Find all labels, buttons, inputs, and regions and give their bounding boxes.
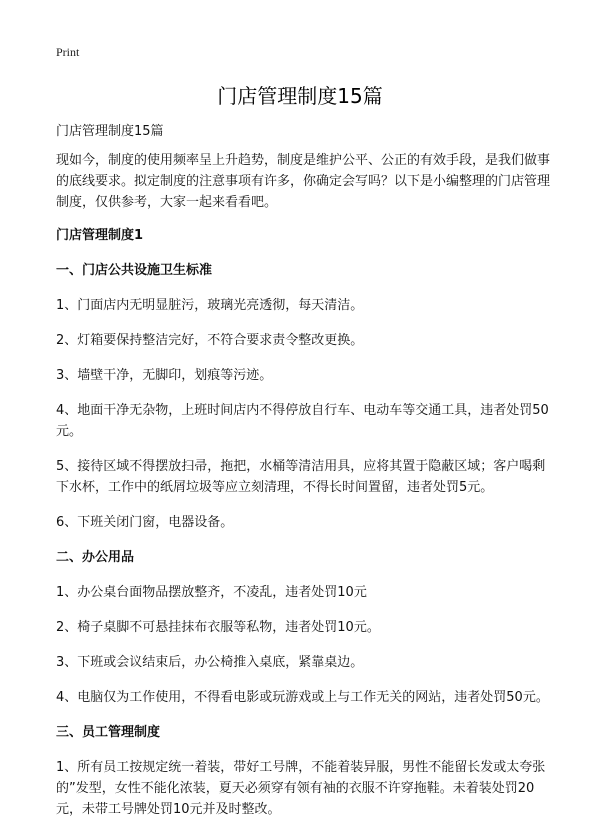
rule-item: 5、接待区域不得摆放扫帚，拖把，水桶等清洁用具，应将其置于隐蔽区域；客户喝剩下水杯，工作中的纸屑垃圾等应立刻清理，不得长时间置留，违者处罚5元。: [56, 459, 546, 495]
rule-item: 2、灯箱要保持整洁完好，不符合要求责令整改更换。: [56, 333, 364, 348]
intro-paragraph: 现如今，制度的使用频率呈上升趋势，制度是维护公平、公正的有效手段，是我们做事的底线要求。拟定制度的注意事项有许多，你确定会写吗？以下是小编整理的门店管理制度，仅供参考，大家一起来看看吧。: [56, 153, 551, 210]
page-title: 门店管理制度15篇: [217, 84, 383, 108]
rule-item: 3、墙壁干净，无脚印，划痕等污迹。: [56, 368, 273, 383]
rule-item: 6、下班关闭门窗，电器设备。: [56, 515, 234, 530]
print-label: Print: [56, 45, 80, 59]
part-heading: 三、员工管理制度: [56, 725, 161, 740]
document-body: [56, 121, 552, 834]
rule-item: 4、地面干净无杂物，上班时间店内不得停放自行车、电动车等交通工具，违者处罚50元。: [56, 403, 549, 439]
document-subtitle: 门店管理制度15篇: [56, 124, 164, 139]
rule-item: 3、下班或会议结束后，办公椅推入桌底，紧靠桌边。: [56, 655, 364, 670]
rule-item: 1、门面店内无明显脏污，玻璃光亮透彻，每天清洁。: [56, 298, 364, 313]
section-title: 门店管理制度1: [56, 228, 144, 243]
part-heading: 二、办公用品: [56, 550, 135, 565]
rule-item: 2、椅子桌脚不可悬挂抹布衣服等私物，违者处罚10元。: [56, 620, 380, 635]
rule-item: 1、所有员工按规定统一着装，带好工号牌，不能着装异服，男性不能留长发或太夸张的”发型，女性不能化浓装，夏天必须穿有领有袖的衣服不许穿拖鞋。未着装处罚20元，未带工号牌处罚10元并及时整改。: [56, 760, 546, 817]
rule-item: 1、办公桌台面物品摆放整齐，不凌乱，违者处罚10元: [56, 585, 367, 600]
rule-item: 4、电脑仅为工作使用，不得看电影或玩游戏或上与工作无关的网站，违者处罚50元。: [56, 690, 549, 705]
part-heading: 一、门店公共设施卫生标准: [56, 263, 213, 278]
